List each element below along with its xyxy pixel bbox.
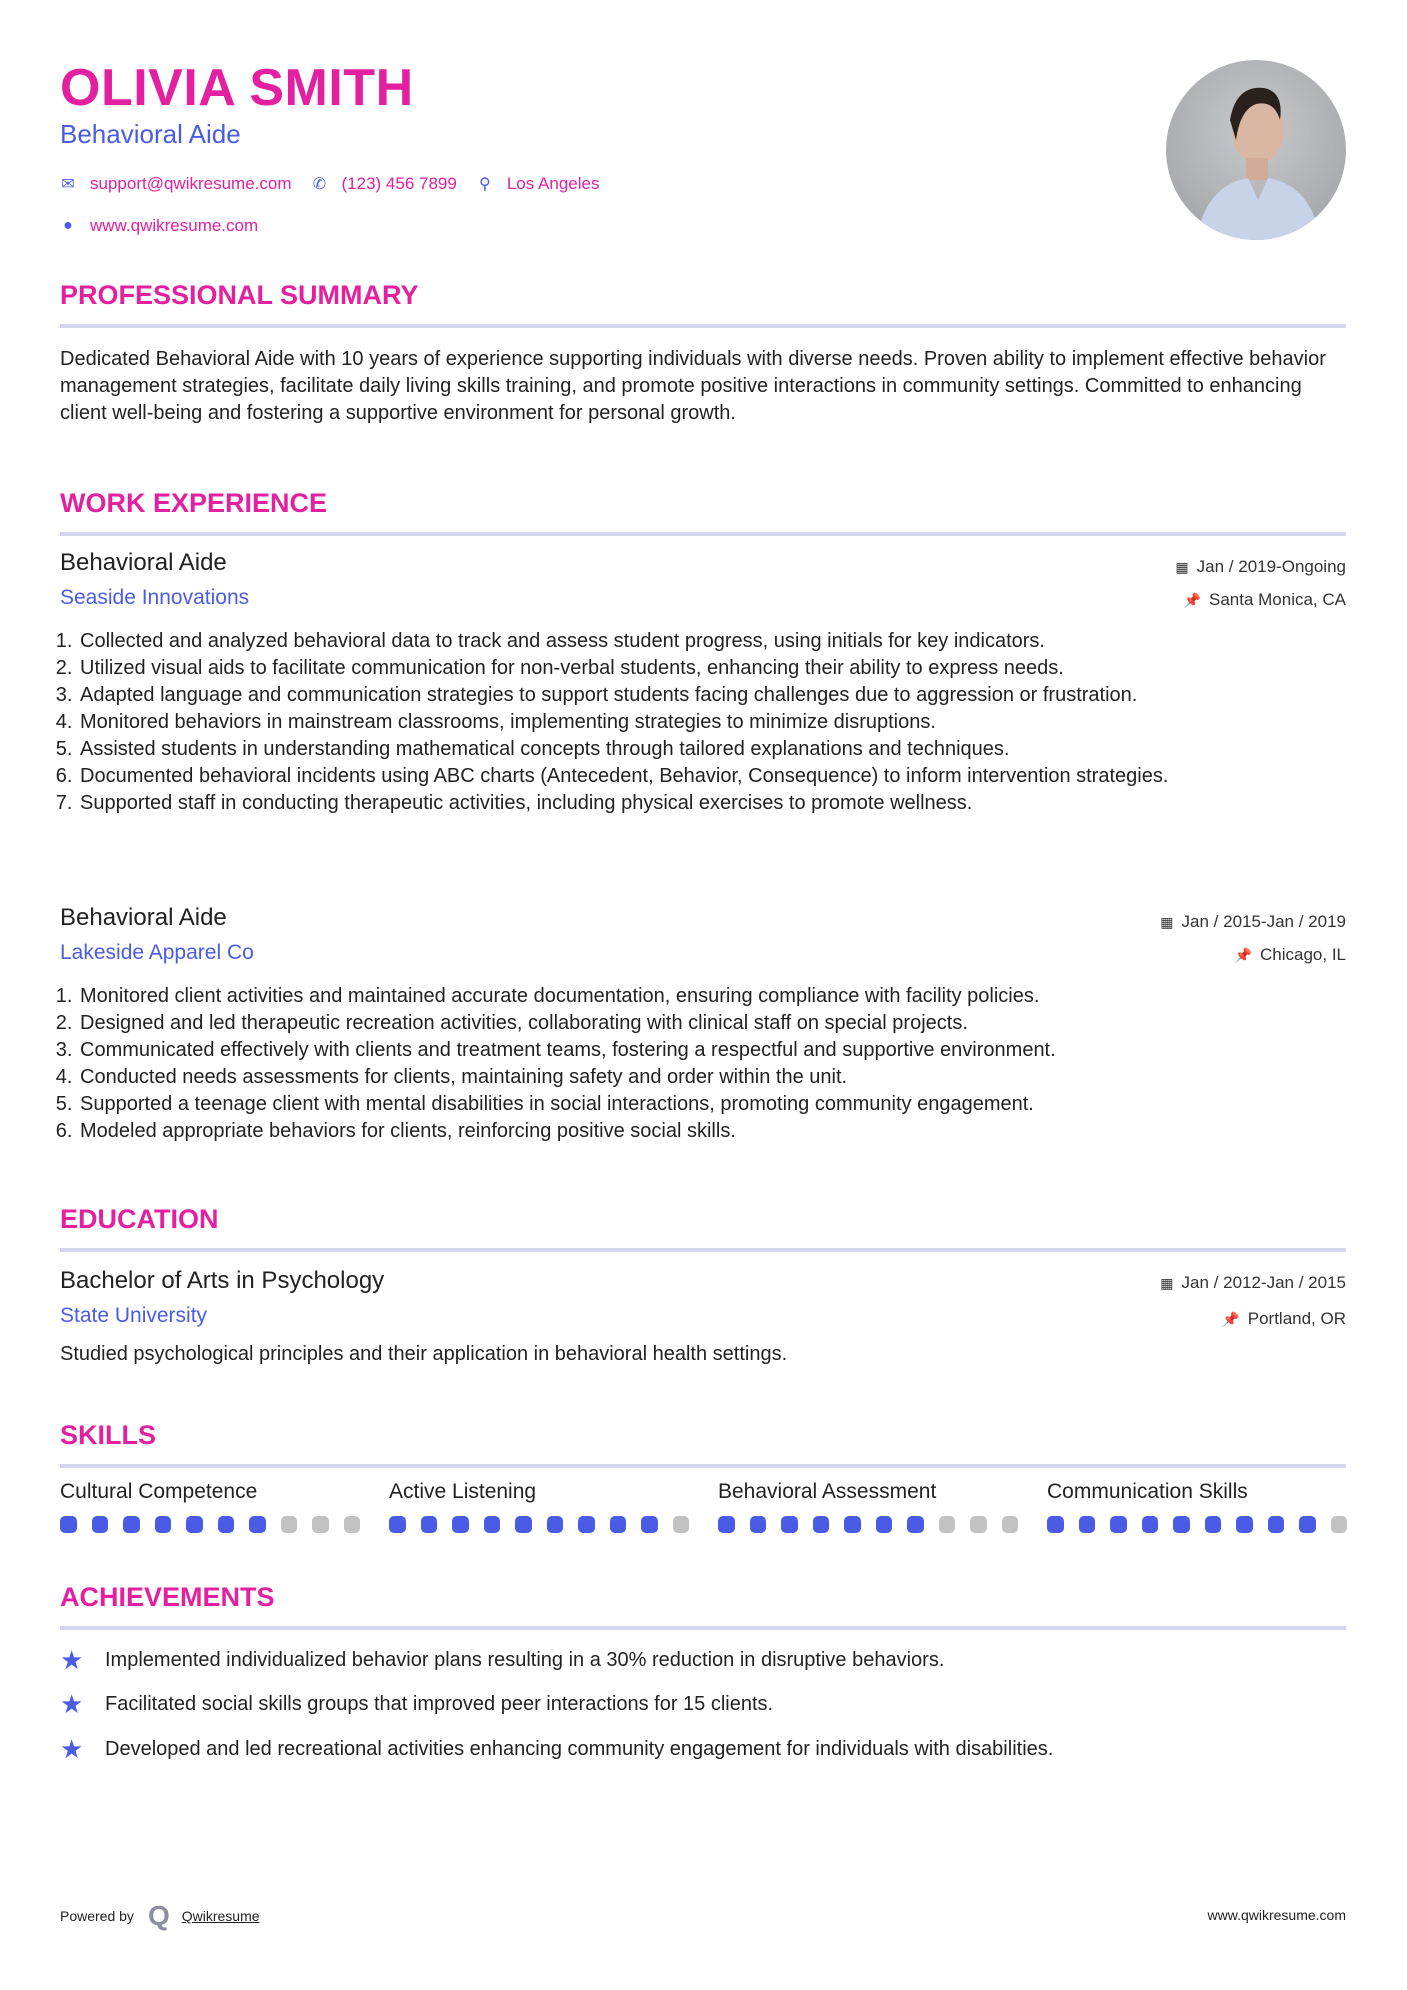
rating-dot-filled [610, 1516, 627, 1533]
rating-dot-filled [547, 1516, 564, 1533]
achievement-text: Facilitated social skills groups that improved peer interactions for 15 clients. [105, 1693, 774, 1715]
company-name: Lakeside Apparel Co [60, 941, 254, 964]
divider [60, 532, 1346, 536]
list-item: 3. Adapted language and communication strategies to support students facing challenges due to aggression or frustration. [78, 682, 1346, 709]
website-row [60, 216, 278, 236]
school-name: State University [60, 1304, 208, 1327]
rating-dot-filled [1110, 1516, 1127, 1533]
rating-dot-empty [673, 1516, 690, 1533]
rating-dot-empty [1002, 1516, 1019, 1533]
list-item: 7. Supported staff in conducting therapeutic activities, including physical exercises to promote wellness. [78, 790, 1346, 817]
rating-dot-filled [1079, 1516, 1096, 1533]
rating-dot-empty [939, 1516, 956, 1533]
contact-row [60, 174, 619, 194]
skill-item [718, 1480, 1018, 1533]
rating-dot-filled [578, 1516, 595, 1533]
location-pin-icon: ⚲ [478, 176, 491, 193]
divider [60, 1464, 1346, 1468]
education-location: Portland, OR [1247, 1309, 1346, 1328]
experience-section [60, 488, 1346, 536]
achievements-section [60, 1582, 1346, 1630]
rating-dot-filled [421, 1516, 438, 1533]
list-item: 2. Designed and led therapeutic recreation activities, collaborating with clinical staff on special projects. [78, 1010, 1346, 1037]
calendar-icon: ▦ [1160, 1275, 1174, 1291]
list-item: 4. Conducted needs assessments for clients, maintaining safety and order within the unit. [78, 1064, 1346, 1091]
divider [60, 324, 1346, 328]
rating-dot-filled [249, 1516, 266, 1533]
candidate-title: Behavioral Aide [60, 119, 241, 149]
rating-dot-filled [1236, 1516, 1253, 1533]
list-item: 2. Utilized visual aids to facilitate communication for non-verbal students, enhancing their ability to express needs. [78, 655, 1346, 682]
section-heading: ACHIEVEMENTS [60, 1582, 275, 1612]
achievement-text: Developed and led recreational activities enhancing community engagement for individuals with disabilities. [105, 1738, 1054, 1760]
powered-by-text: Powered by [60, 1908, 134, 1924]
degree: Bachelor of Arts in Psychology [60, 1267, 385, 1294]
job-bullets [60, 628, 1346, 817]
qwikresume-logo-icon: Q [147, 1900, 170, 1931]
rating-dot-empty [1331, 1516, 1348, 1533]
skill-rating [60, 1516, 360, 1533]
skill-item [1047, 1480, 1347, 1533]
star-icon: ★ [60, 1734, 84, 1764]
education-description: Studied psychological principles and their application in behavioral health settings. [60, 1343, 788, 1365]
rating-dot-empty [344, 1516, 361, 1533]
pin-icon: 📌 [1234, 947, 1252, 963]
rating-dot-filled [844, 1516, 861, 1533]
skills-section [60, 1420, 1346, 1468]
rating-dot-filled [1268, 1516, 1285, 1533]
section-heading: PROFESSIONAL SUMMARY [60, 280, 419, 310]
job-title: Behavioral Aide [60, 549, 227, 576]
rating-dot-empty [281, 1516, 298, 1533]
rating-dot-filled [452, 1516, 469, 1533]
email-link[interactable]: support@qwikresume.com [90, 174, 292, 193]
phone-icon: ✆ [312, 176, 327, 193]
education-entry [60, 1267, 1346, 1365]
rating-dot-filled [907, 1516, 924, 1533]
job-bullets [60, 983, 1346, 1145]
divider [60, 1626, 1346, 1630]
rating-dot-filled [60, 1516, 77, 1533]
skill-name: Active Listening [389, 1480, 537, 1503]
section-heading: EDUCATION [60, 1204, 219, 1234]
calendar-icon: ▦ [1175, 559, 1189, 575]
job-title: Behavioral Aide [60, 904, 227, 931]
job-entry [60, 549, 1346, 814]
section-heading: WORK EXPERIENCE [60, 488, 328, 518]
skill-rating [389, 1516, 689, 1533]
achievement-item [60, 1689, 773, 1720]
list-item: 5. Supported a teenage client with mental disabilities in social interactions, promoting community engagement. [78, 1091, 1346, 1118]
profile-photo [1166, 60, 1346, 240]
skill-item [389, 1480, 689, 1533]
rating-dot-filled [876, 1516, 893, 1533]
phone-text: (123) 456 7899 [341, 174, 457, 193]
location-text: Los Angeles [506, 174, 600, 193]
list-item: 5. Assisted students in understanding mathematical concepts through tailored explanations and techniques. [78, 736, 1346, 763]
rating-dot-empty [312, 1516, 329, 1533]
list-item: 6. Modeled appropriate behaviors for clients, reinforcing positive social skills. [78, 1118, 1346, 1145]
rating-dot-filled [389, 1516, 406, 1533]
rating-dot-filled [92, 1516, 109, 1533]
email-icon: ✉ [61, 176, 75, 193]
globe-icon: ● [63, 217, 73, 234]
list-item: 1. Monitored client activities and maintained accurate documentation, ensuring compliance with facility policies. [78, 983, 1346, 1010]
section-heading: SKILLS [60, 1420, 157, 1450]
star-icon: ★ [60, 1689, 84, 1719]
calendar-icon: ▦ [1160, 914, 1174, 930]
footer-website[interactable]: www.qwikresume.com [1207, 1907, 1346, 1923]
rating-dot-filled [750, 1516, 767, 1533]
rating-dot-filled [515, 1516, 532, 1533]
company-name: Seaside Innovations [60, 586, 250, 609]
list-item: 4. Monitored behaviors in mainstream classrooms, implementing strategies to minimize disruptions. [78, 709, 1346, 736]
divider [60, 1248, 1346, 1252]
skill-name: Cultural Competence [60, 1480, 258, 1503]
rating-dot-filled [1173, 1516, 1190, 1533]
star-icon: ★ [60, 1645, 84, 1675]
skill-rating [1047, 1516, 1347, 1533]
education-dates: Jan / 2012-Jan / 2015 [1181, 1273, 1346, 1292]
rating-dot-filled [218, 1516, 235, 1533]
rating-dot-filled [123, 1516, 140, 1533]
rating-dot-filled [1299, 1516, 1316, 1533]
website-link[interactable]: www.qwikresume.com [90, 216, 259, 235]
rating-dot-filled [781, 1516, 798, 1533]
job-entry [60, 904, 1346, 1142]
rating-dot-filled [718, 1516, 735, 1533]
brand-link[interactable]: Qwikresume [181, 1908, 260, 1924]
achievement-item [60, 1734, 1053, 1765]
job-dates: Jan / 2015-Jan / 2019 [1181, 912, 1346, 931]
rating-dot-empty [970, 1516, 987, 1533]
candidate-name: OLIVIA SMITH [60, 59, 414, 117]
list-item: 1. Collected and analyzed behavioral data to track and assess student progress, using initials for key indicators. [78, 628, 1346, 655]
job-location: Chicago, IL [1260, 945, 1346, 964]
rating-dot-filled [641, 1516, 658, 1533]
rating-dot-filled [155, 1516, 172, 1533]
achievement-text: Implemented individualized behavior plans resulting in a 30% reduction in disruptive behaviors. [105, 1649, 945, 1671]
education-section [60, 1204, 1346, 1252]
summary-section [60, 280, 1346, 427]
skill-name: Behavioral Assessment [718, 1480, 937, 1503]
summary-text: Dedicated Behavioral Aide with 10 years of experience supporting individuals with diverse needs. Proven ability to implement effective behavior management strategies, facilitate daily living skills training, and promote positive interactions in community settings. Committed to enhancing client well-being and fostering a supportive environment for personal growth. [60, 348, 1326, 424]
job-location: Santa Monica, CA [1208, 590, 1346, 609]
skill-name: Communication Skills [1047, 1480, 1248, 1503]
rating-dot-filled [1142, 1516, 1159, 1533]
rating-dot-filled [1205, 1516, 1222, 1533]
rating-dot-filled [484, 1516, 501, 1533]
pin-icon: 📌 [1183, 592, 1201, 608]
pin-icon: 📌 [1222, 1311, 1240, 1327]
footer-powered [60, 1900, 260, 1932]
job-dates: Jan / 2019-Ongoing [1196, 557, 1346, 576]
skill-item [60, 1480, 360, 1533]
skill-rating [718, 1516, 1018, 1533]
rating-dot-filled [186, 1516, 203, 1533]
rating-dot-filled [813, 1516, 830, 1533]
list-item: 6. Documented behavioral incidents using ABC charts (Antecedent, Behavior, Consequence) to inform intervention strategies. [78, 763, 1346, 790]
achievement-item [60, 1645, 944, 1676]
list-item: 3. Communicated effectively with clients and treatment teams, fostering a respectful and supportive environment. [78, 1037, 1346, 1064]
rating-dot-filled [1047, 1516, 1064, 1533]
